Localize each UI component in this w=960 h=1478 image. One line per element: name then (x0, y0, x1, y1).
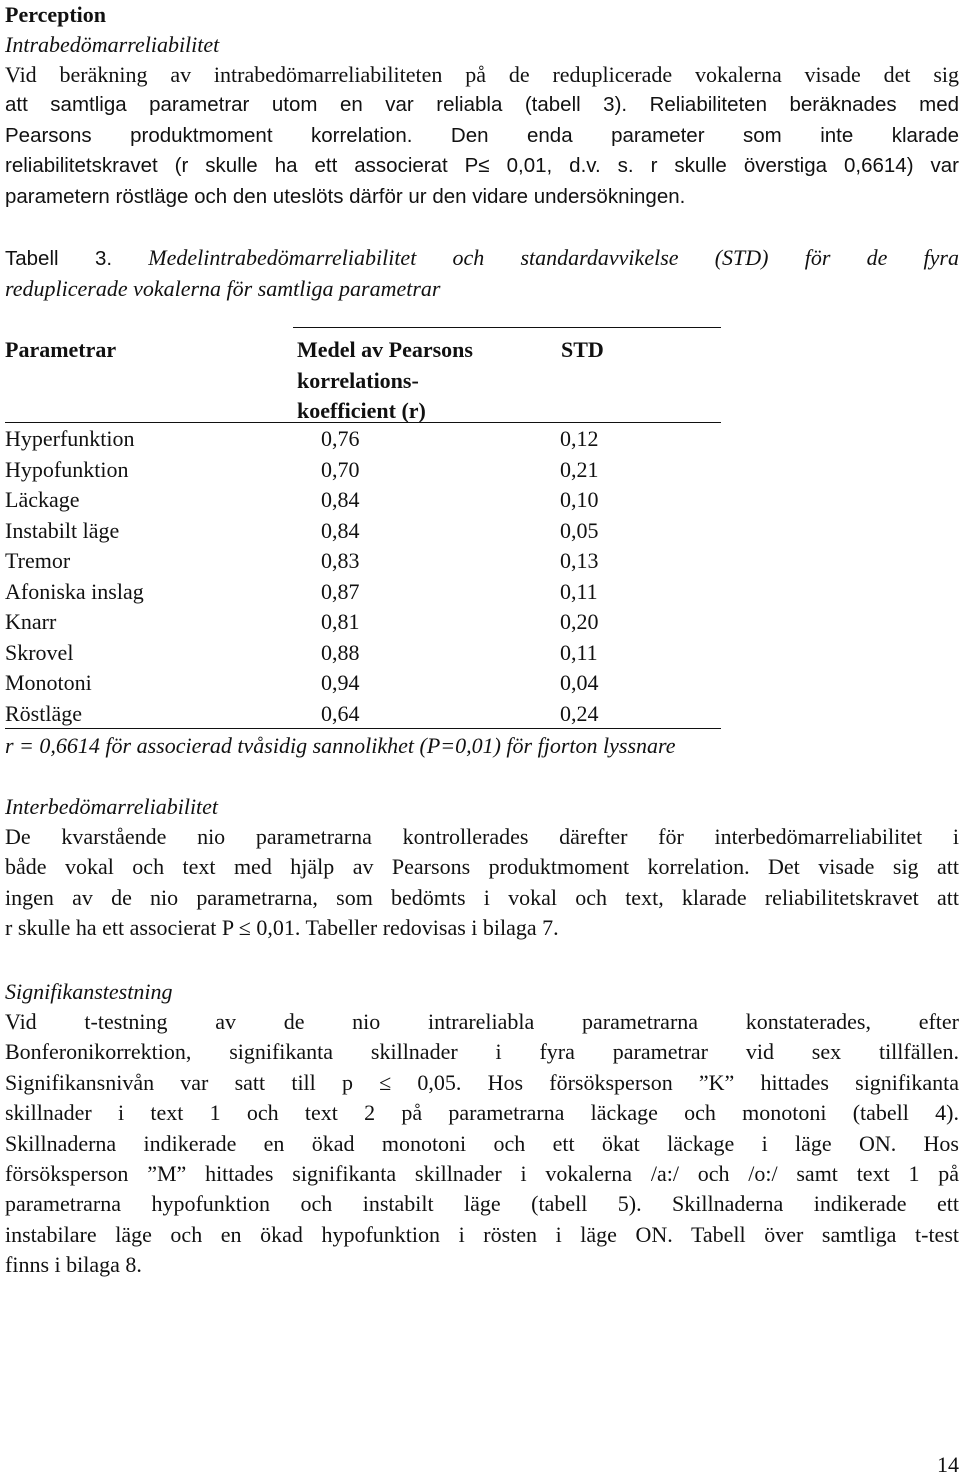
table-row (5, 607, 721, 638)
cell-param: Röstläge (5, 700, 82, 726)
header-std: STD (561, 337, 604, 362)
cell-mean: 0,83 (321, 548, 360, 573)
paragraph-line: Skillnaderna indikerade en ökad monotoni och ett ökat läckage i läge ON. Hos (5, 1130, 959, 1156)
table-row (5, 424, 721, 455)
cell-mean: 0,84 (321, 487, 360, 512)
table-header-rule (5, 422, 721, 423)
cell-param: Monotoni (5, 670, 92, 695)
cell-mean: 0,81 (321, 609, 360, 634)
cell-std: 0,20 (560, 609, 599, 634)
caption-line: reduplicerade vokalerna för samtliga parametrar (5, 276, 441, 302)
cell-std: 0,10 (560, 487, 599, 512)
table-row (5, 577, 721, 608)
paragraph-line: Pearsons produktmoment korrelation. Den enda parameter som inte klarade (5, 123, 959, 147)
table-row (5, 546, 721, 577)
header-medel-line: korrelations- (297, 367, 419, 393)
table-footnote (5, 731, 959, 761)
cell-param: Instabilt läge (5, 517, 120, 543)
cell-std: 0,12 (560, 426, 599, 451)
cell-mean: 0,88 (321, 639, 360, 665)
paragraph-line: försöksperson ”M” hittades signifikanta skillnader i vokalerna /a:/ och /o:/ samt text 1 på (5, 1161, 959, 1187)
paragraph-line: Signifikansnivån var satt till p ≤ 0,05. Hos försöksperson ”K” hittades signifikanta (5, 1069, 959, 1095)
cell-mean: 0,94 (321, 670, 360, 695)
paragraph-line: Bonferonikorrektion, signifikanta skillnader i fyra parametrar vid sex tillfällen. (5, 1039, 959, 1065)
paragraph-line: ingen av de nio parametrarna, som bedömts i vokal och text, klarade reliabilitetskravet att (5, 884, 959, 910)
cell-param: Hypofunktion (5, 456, 129, 482)
paragraph-line: r skulle ha ett associerat P ≤ 0,01. Tabeller redovisas i bilaga 7. (5, 915, 559, 941)
subheading-interbedomarreliabilitet: Interbedömarreliabilitet (5, 794, 219, 819)
subheading-intrabedomarreliabilitet: Intrabedömarreliabilitet (5, 32, 220, 57)
paragraph-line: Vid t-testning av de nio intrareliabla parametrarna konstaterades, efter (5, 1009, 959, 1034)
header-parametrar: Parametrar (5, 337, 117, 362)
cell-std: 0,24 (560, 700, 599, 726)
table-row (5, 485, 721, 516)
cell-param: Afoniska inslag (5, 578, 144, 604)
cell-param: Skrovel (5, 639, 74, 665)
paragraph-intra (5, 60, 959, 212)
cell-std: 0,11 (560, 578, 598, 604)
table-row (5, 516, 721, 547)
header-medel (297, 335, 473, 427)
paragraph-inter (5, 822, 959, 944)
cell-std: 0,21 (560, 456, 599, 482)
header-medel-line: Medel av Pearsons (297, 337, 473, 362)
subheading-signifikanstestning: Signifikanstestning (5, 979, 173, 1004)
cell-mean: 0,84 (321, 517, 360, 543)
paragraph-line: De kvarstående nio parametrarna kontrollerades därefter för interbedömarreliabilitet i (5, 824, 959, 849)
cell-mean: 0,87 (321, 578, 360, 604)
table-row (5, 455, 721, 486)
cell-std: 0,13 (560, 548, 599, 573)
paragraph-line: Vid beräkning av intrabedömarreliabiliteten på de reduplicerade vokalerna visade det sig (5, 62, 959, 87)
footnote-line: r = 0,6614 för associerad tvåsidig sannolikhet (P=0,01) för fjorton lyssnare (5, 733, 676, 758)
cell-param: Knarr (5, 609, 57, 634)
paragraph-line: instabilare läge och en ökad hypofunktion i rösten i läge ON. Tabell över samtliga t-test (5, 1221, 959, 1247)
table-row (5, 668, 721, 699)
table-bottom-rule (5, 728, 721, 729)
cell-std: 0,05 (560, 517, 599, 543)
paragraph-line: skillnader i text 1 och text 2 på parametrarna läckage och monotoni (tabell 4). (5, 1100, 959, 1126)
paragraph-line: parametrarna hypofunktion och instabilt läge (tabell 5). Skillnaderna indikerade ett (5, 1191, 959, 1217)
cell-param: Hyperfunktion (5, 426, 135, 451)
cell-std: 0,04 (560, 670, 599, 695)
caption-line (5, 243, 959, 274)
table-row (5, 638, 721, 669)
paragraph-line: reliabilitetskravet (r skulle ha ett associerat P≤ 0,01, d.v. s. r skulle överstiga 0,6614) var (5, 154, 959, 178)
caption-text: Medelintrabedömarreliabilitet och standardavvikelse (STD) för de fyra (148, 245, 959, 270)
cell-param: Läckage (5, 487, 80, 512)
table-row (5, 699, 721, 730)
header-medel-line: koefficient (r) (297, 398, 426, 423)
paragraph-line: parametern röstläge och den uteslöts därför ur den vidare undersökningen. (5, 184, 686, 208)
section-heading: Perception (5, 2, 107, 27)
table-top-rule (293, 327, 721, 328)
paragraph-line: finns i bilaga 8. (5, 1252, 142, 1278)
page-number: 14 (937, 1452, 959, 1477)
table-caption (5, 243, 959, 305)
cell-param: Tremor (5, 548, 71, 573)
paragraph-line: både vokal och text med hjälp av Pearsons produktmoment korrelation. Det visade sig att (5, 854, 959, 880)
caption-label: Tabell 3. (5, 247, 113, 270)
paragraph-line: att samtliga parametrar utom en var reliabla (tabell 3). Reliabiliteten beräknades med (5, 93, 959, 117)
cell-mean: 0,70 (321, 456, 360, 482)
cell-mean: 0,64 (321, 700, 360, 726)
cell-std: 0,11 (560, 639, 598, 665)
cell-mean: 0,76 (321, 426, 360, 451)
paragraph-signifikans (5, 1007, 959, 1281)
